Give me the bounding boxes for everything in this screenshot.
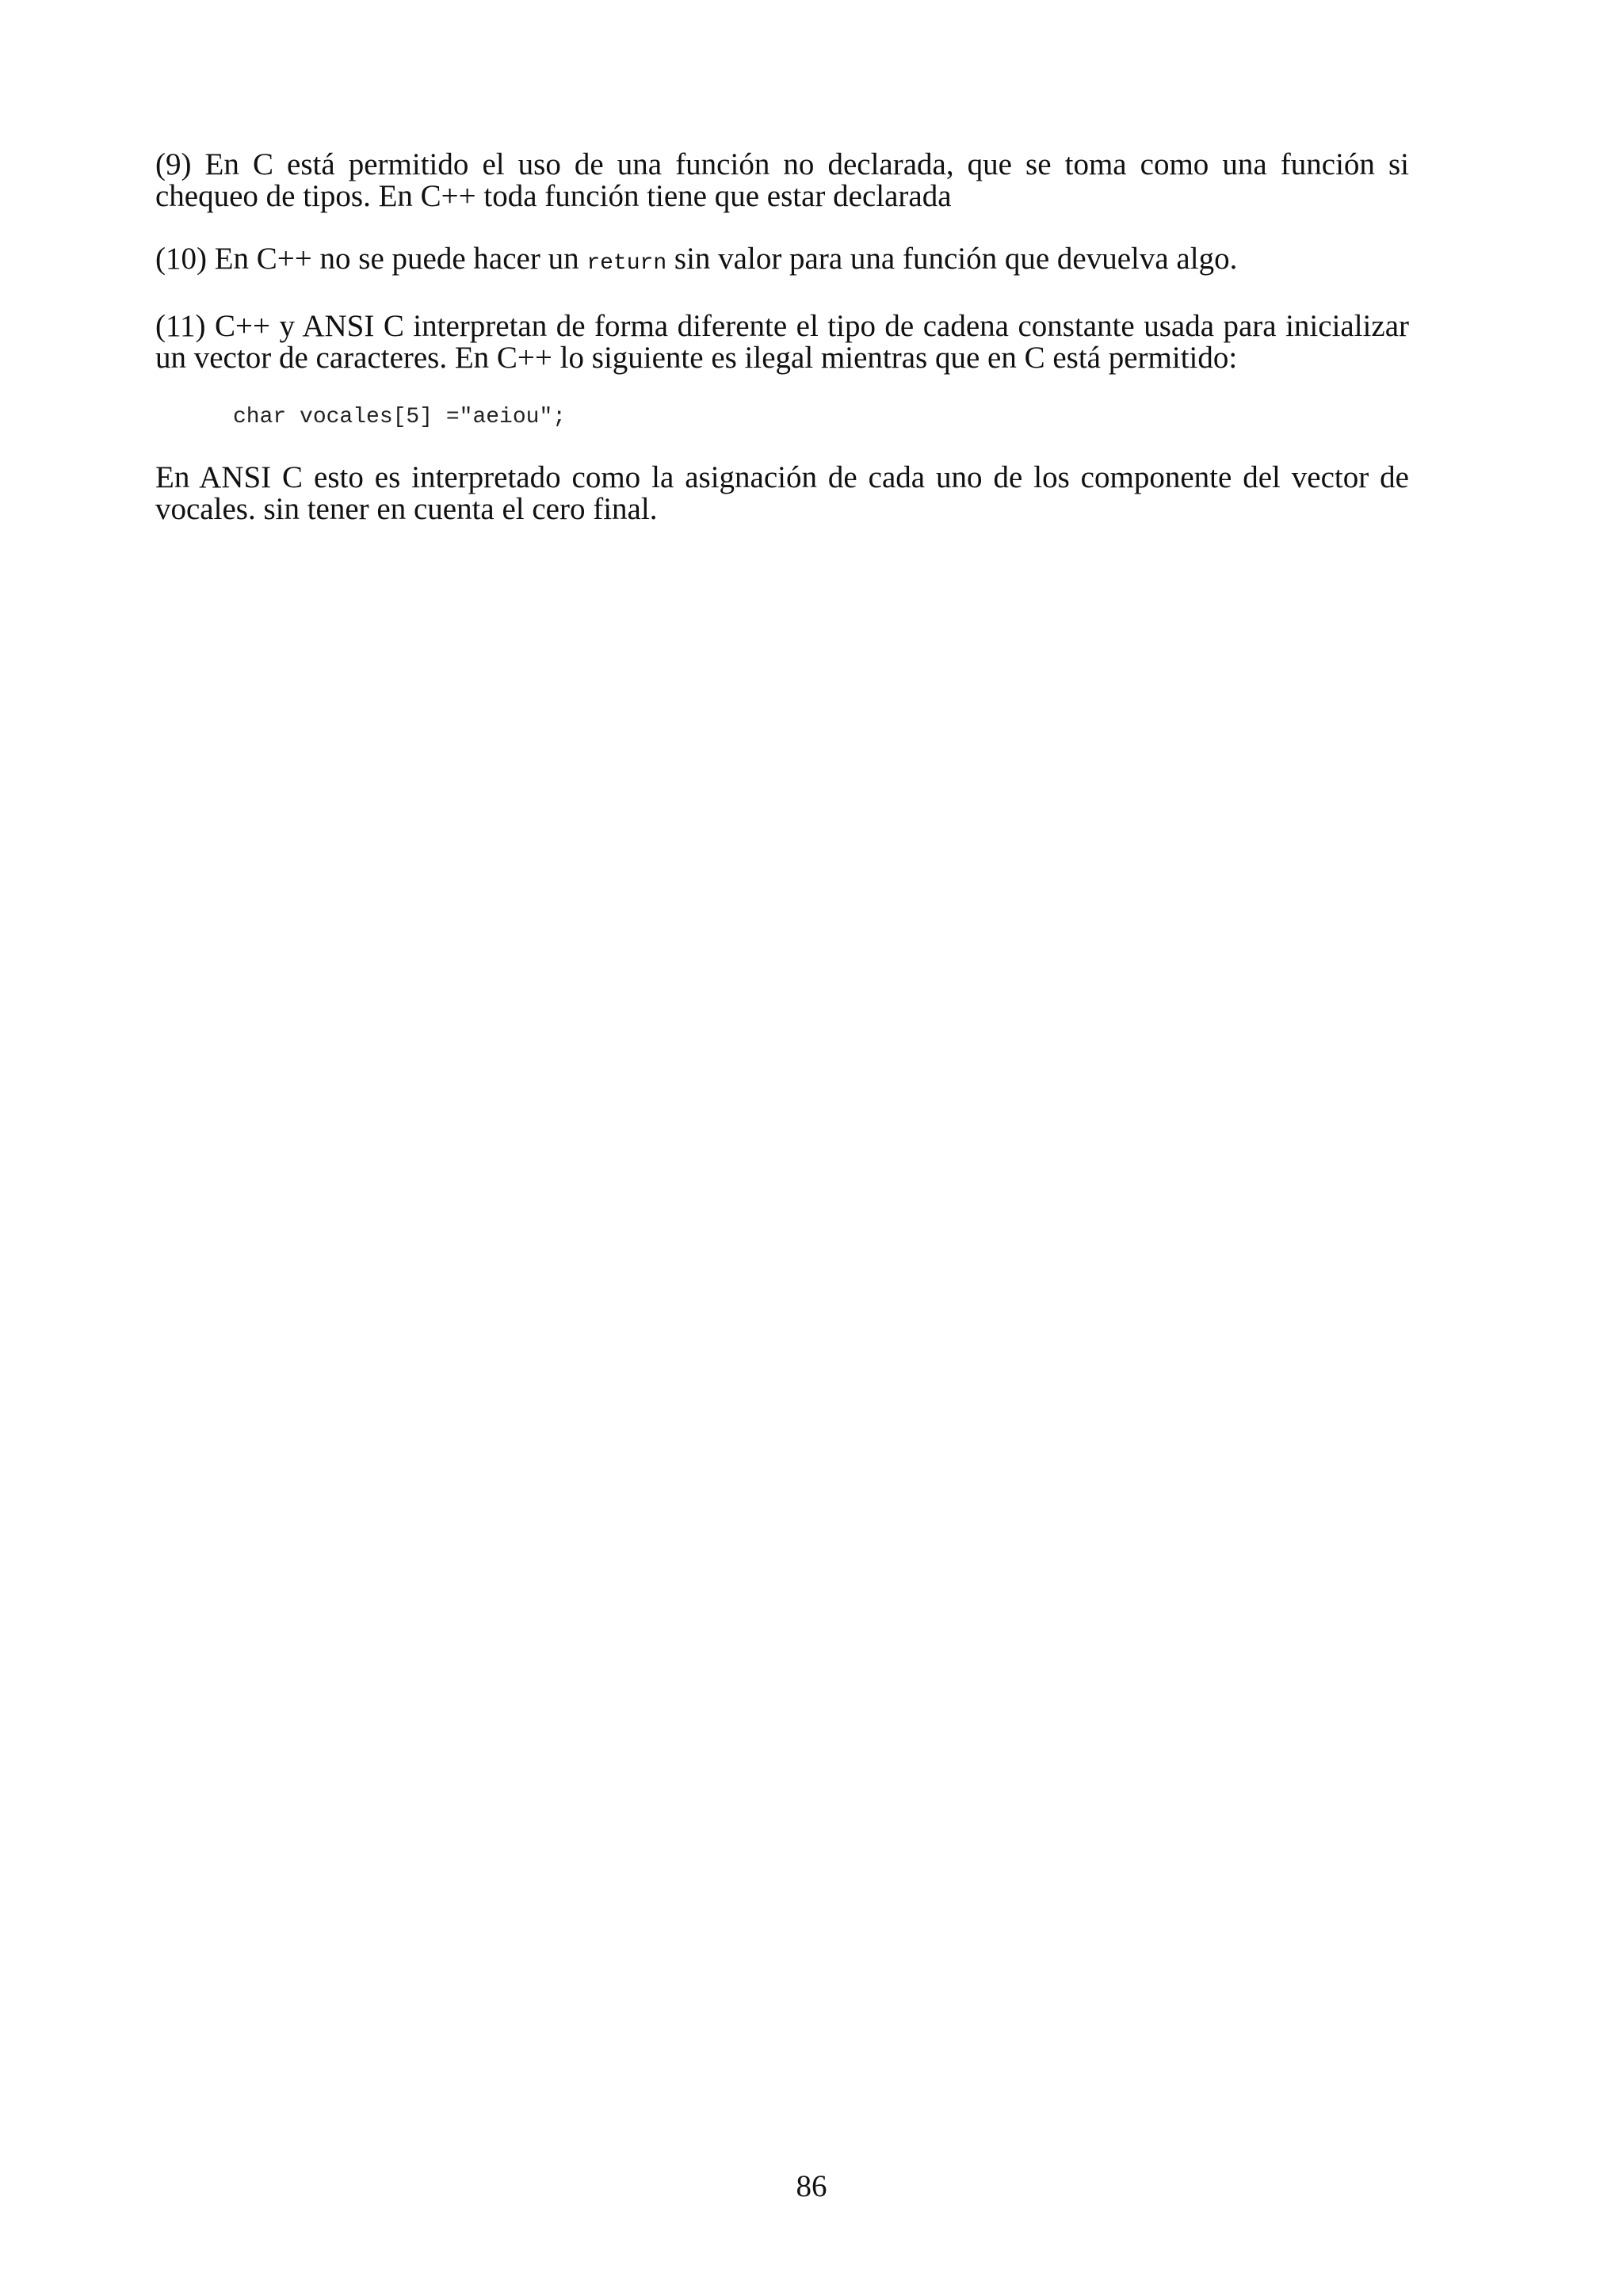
paragraph-10-text-before: (10) En C++ no se puede hacer un — [155, 242, 587, 276]
code-example: char vocales[5] ="aeiou"; — [233, 405, 567, 429]
paragraph-10-text-after: sin valor para una función que devuelva algo. — [666, 242, 1238, 276]
paragraph-10 — [155, 243, 1409, 280]
paragraph-9: (9) En C está permitido el uso de una función no declarada, que se toma como una función si chequeo de tipos. En C++ toda función tiene que estar declarada — [155, 147, 1409, 213]
paragraph-11: (11) C++ y ANSI C interpretan de forma diferente el tipo de cadena constante usada para inicializar un vector de caracteres. En C++ lo siguiente es ilegal mientras que en C está permitido: — [155, 309, 1409, 375]
page-number: 86 — [796, 2169, 827, 2203]
page-content — [155, 149, 1409, 556]
inline-code-return: return — [586, 251, 667, 276]
paragraph-12: En ANSI C esto es interpretado como la asignación de cada uno de los componente del vector de vocales. sin tener en cuenta el cero final. — [155, 460, 1409, 526]
